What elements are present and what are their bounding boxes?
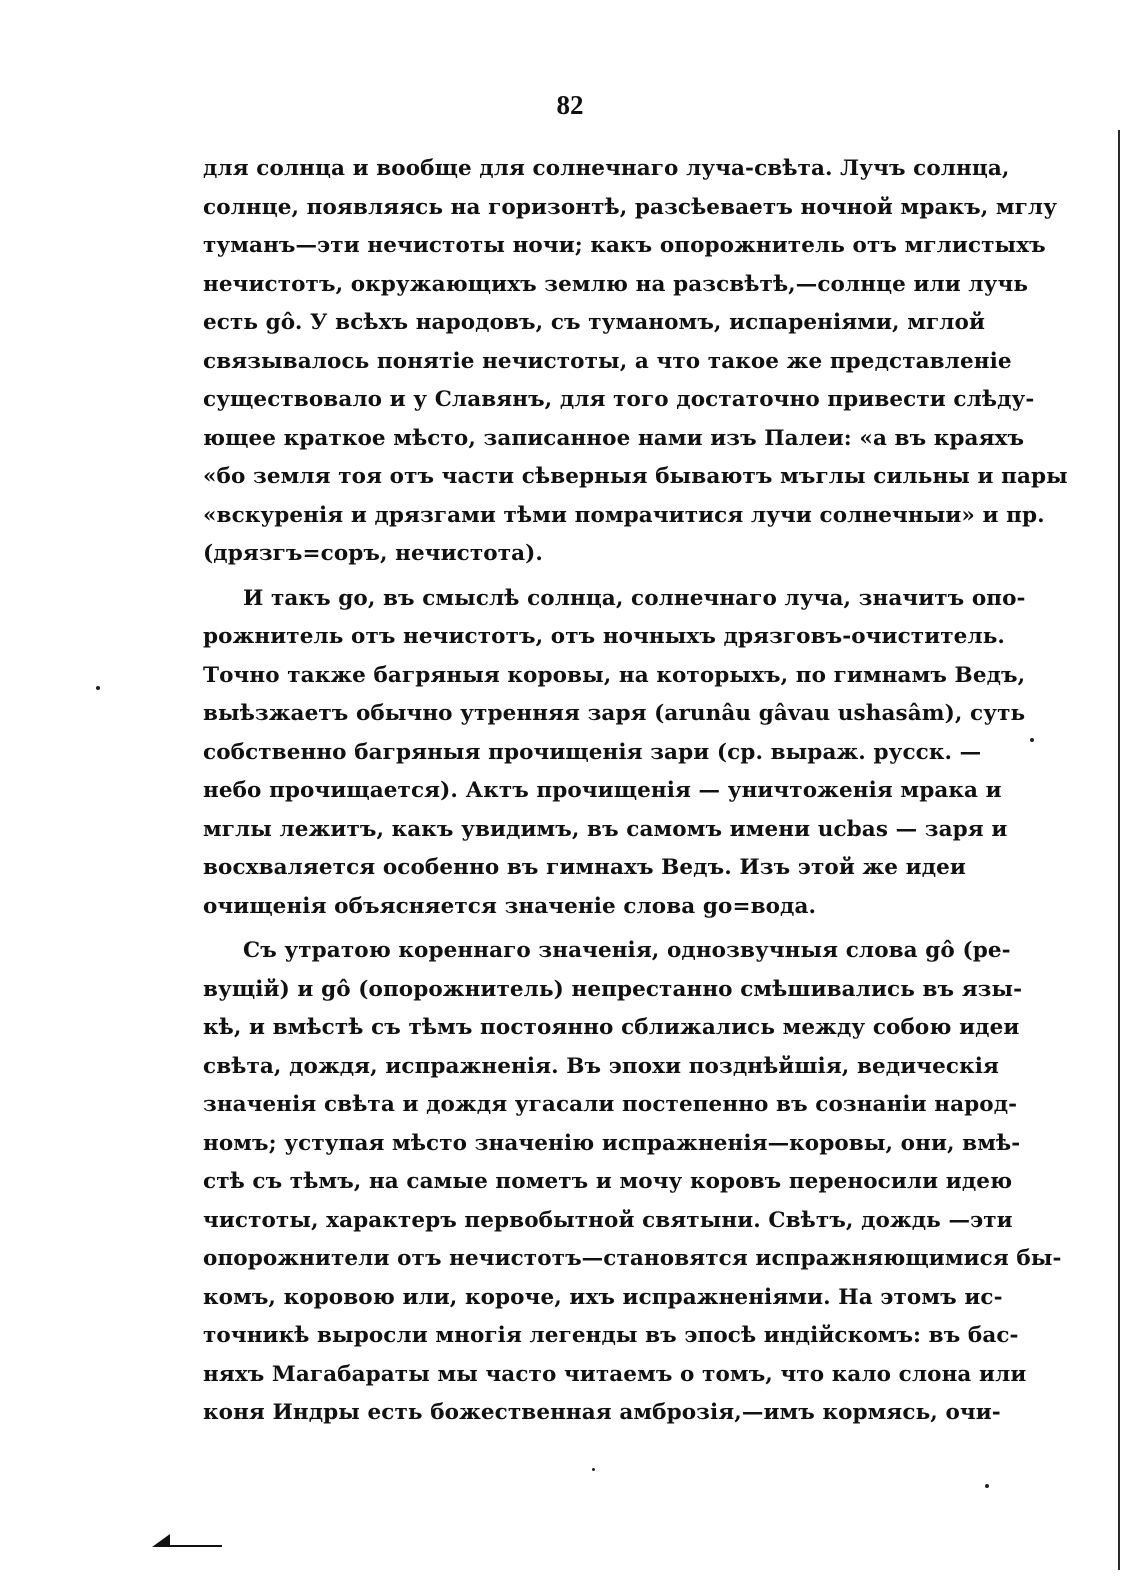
text-line: «вскуренія и дрязгами тѣми помрачитися лучи солнечныи» и пр. xyxy=(203,502,1045,528)
text-line: собственно багряныя прочищенія зари (ср. выраж. русск. — xyxy=(203,739,982,765)
text-line: мглы лежитъ, какъ увидимъ, въ самомъ имени ucbas — заря и xyxy=(203,816,1008,842)
text-line: существовало и у Славянъ, для того достаточно привести слѣду- xyxy=(203,387,1035,412)
paragraph-1 xyxy=(203,150,1068,574)
scan-speck xyxy=(985,1484,989,1488)
text-line: солнце, появляясь на горизонтѣ, разсѣеваетъ ночной мракъ, мглу xyxy=(203,194,1058,220)
text-line: есть gô. У всѣхъ народовъ, съ туманомъ, испареніями, мглой xyxy=(203,310,985,335)
text-line: небо прочищается). Актъ прочищенія — уничтоженія мрака и xyxy=(203,778,1002,803)
text-line: восхваляется особенно въ гимнахъ Ведъ. Изъ этой же идеи xyxy=(203,855,966,880)
text-line: ющее краткое мѣсто, записанное нами изъ Палеи: «а въ краяхъ xyxy=(203,425,1025,451)
text-line: «бо земля тоя отъ части сѣверныя бываютъ мъглы сильны и пары xyxy=(203,464,1068,489)
text-line: кѣ, и вмѣстѣ съ тѣмъ постоянно сближались между собою идеи xyxy=(203,1015,1020,1040)
text-line: комъ, коровою или, короче, ихъ испражненіями. На этомъ ис- xyxy=(203,1284,1003,1310)
text-line: нечистотъ, окружающихъ землю на разсвѣтѣ,—солнце или лучь xyxy=(203,271,1029,297)
text-line: вущій) и gô (опорожнитель) непрестанно смѣшивались въ язы- xyxy=(203,976,1023,1002)
text-line: коня Индры есть божественная амброзія,—имъ кормясь, очи- xyxy=(203,1400,1001,1425)
scan-speck xyxy=(592,1468,595,1471)
paragraph-2 xyxy=(203,580,1026,927)
text-line: И такъ go, въ смыслѣ солнца, солнечнаго луча, значитъ опо- xyxy=(243,585,1026,611)
text-line: номъ; уступая мѣсто значенію испражненія—коровы, они, вмѣ- xyxy=(203,1130,1021,1156)
text-line: няхъ Магабараты мы часто читаемъ о томъ, что кало слона или xyxy=(203,1361,1027,1387)
page-number: 82 xyxy=(556,90,584,120)
text-line: точникѣ выросли многія легенды въ эпосѣ индійскомъ: въ бас- xyxy=(203,1323,1019,1348)
scan-speck xyxy=(96,686,100,690)
paragraph-3 xyxy=(203,932,1062,1433)
text-line: чистоты, характеръ первобытной святыни. Свѣтъ, дождь —эти xyxy=(203,1207,1013,1233)
text-line: опорожнители отъ нечистотъ—становятся испражняющимися бы- xyxy=(203,1246,1062,1271)
text-line: рожнитель отъ нечистотъ, отъ ночныхъ дрязговъ-очиститель. xyxy=(203,624,1005,649)
text-line: очищенія объясняется значеніе слова go=вода. xyxy=(203,893,817,919)
text-line: свѣта, дождя, испражненія. Въ эпохи позднѣйшія, ведическія xyxy=(203,1053,999,1079)
printer-mark-icon xyxy=(152,1534,222,1548)
text-line: Съ утратою кореннаго значенія, однозвучныя слова gô (ре- xyxy=(243,938,1011,963)
text-line: туманъ—эти нечистоты ночи; какъ опорожнитель отъ мглистыхъ xyxy=(203,233,1046,258)
text-line: связывалось понятіе нечистоты, а что такое же представленіе xyxy=(203,348,1012,374)
text-line: выѣзжаетъ обычно утренняя заря (arunâu gâvau ushasâm), суть xyxy=(203,701,1026,726)
page-text xyxy=(203,150,1068,1433)
text-line: Точно также багряныя коровы, на которыхъ, по гимнамъ Ведъ, xyxy=(203,662,1026,688)
scan-speck xyxy=(1030,738,1034,742)
text-line: стѣ съ тѣмъ, на самые пометъ и мочу коровъ переносили идею xyxy=(203,1169,1013,1194)
text-line: значенія свѣта и дождя угасали постепенно въ сознаніи народ- xyxy=(203,1092,1018,1117)
text-line: (дрязгъ=соръ, нечистота). xyxy=(203,541,544,566)
text-line: для солнца и вообще для солнечнаго луча-свѣта. Лучъ солнца, xyxy=(203,156,1010,181)
page-edge-rule xyxy=(1118,130,1120,1570)
